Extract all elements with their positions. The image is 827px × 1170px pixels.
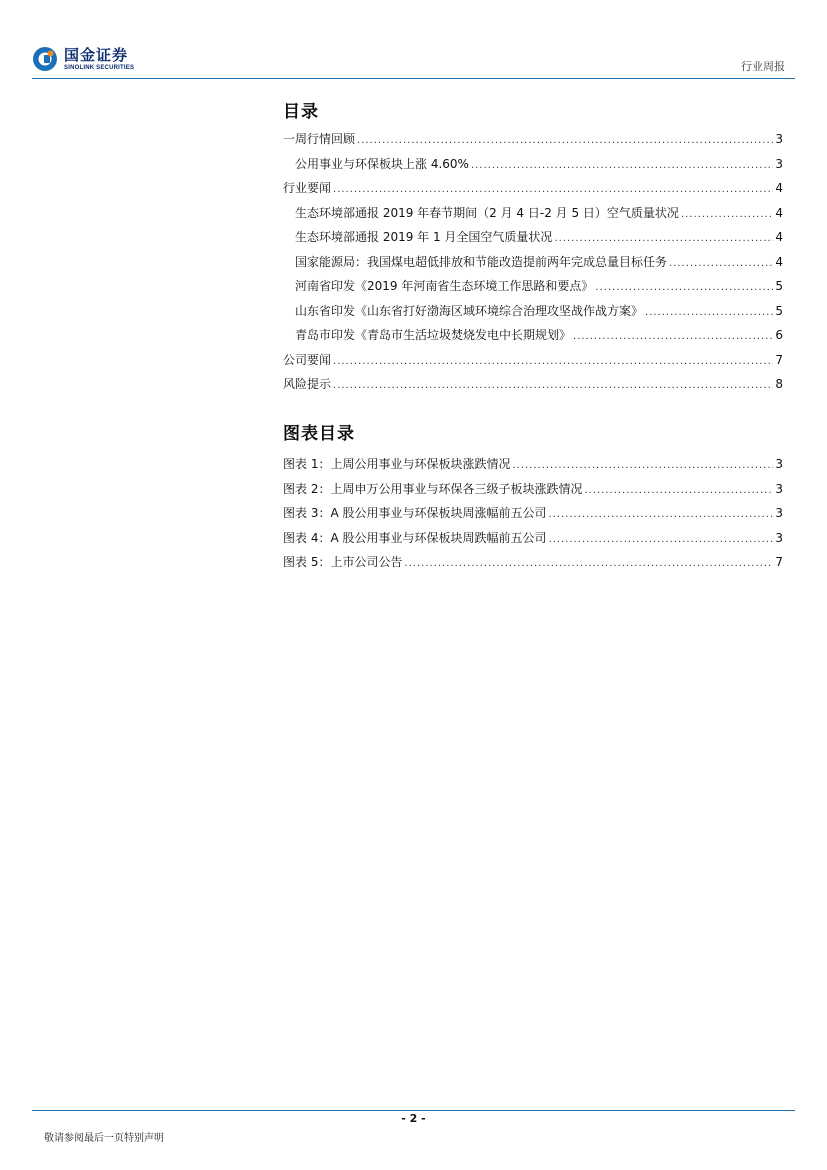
toc-entry-label: 青岛市印发《青岛市生活垃圾焚烧发电中长期规划》: [295, 328, 572, 342]
figure-entry-label: 图表 1：上周公用事业与环保板块涨跌情况: [283, 457, 511, 471]
page-header: [0, 0, 827, 82]
dot-leader: [333, 350, 773, 375]
toc-entry-label: 公司要闻: [283, 352, 332, 367]
toc-entry-page: 4: [775, 181, 783, 195]
figure-list-title: 图表目录: [283, 424, 355, 444]
toc-entry-page: 6: [775, 328, 783, 342]
figure-list-items: [283, 452, 783, 575]
dot-leader: [573, 325, 773, 350]
table-of-contents: [283, 101, 783, 397]
toc-entry[interactable]: [283, 323, 783, 348]
dot-leader: [669, 252, 773, 277]
dot-leader: [512, 454, 773, 479]
dot-leader: [548, 503, 773, 528]
dot-leader: [333, 374, 773, 399]
disclaimer-note: 敬请参阅最后一页特别声明: [44, 1133, 164, 1144]
figure-entry[interactable]: [283, 550, 783, 575]
toc-entry-label: 行业要闻: [283, 181, 332, 195]
toc-entry-page: 3: [775, 156, 783, 171]
figure-entry-page: 3: [775, 530, 783, 545]
dot-leader: [554, 227, 773, 252]
dot-leader: [681, 203, 773, 228]
toc-entry[interactable]: [283, 348, 783, 373]
toc-list: [283, 127, 783, 397]
figure-entry-page: 3: [775, 481, 783, 496]
figure-entry[interactable]: [283, 477, 783, 502]
company-logo: [32, 46, 134, 72]
figure-entry[interactable]: [283, 501, 783, 526]
toc-entry-page: 4: [775, 230, 783, 244]
figure-entry-label: 图表 4：A 股公用事业与环保板块周跌幅前五公司: [283, 530, 547, 545]
toc-entry-label: 生态环境部通报 2019 年 1 月全国空气质量状况: [295, 230, 553, 244]
toc-entry-label: 一周行情回顾: [283, 132, 356, 146]
figure-entry-label: 图表 3：A 股公用事业与环保板块周涨幅前五公司: [283, 506, 547, 520]
figure-entry-label: 图表 5：上市公司公告: [283, 555, 403, 569]
sinolink-logo-icon: [32, 46, 58, 72]
figure-list: [283, 423, 783, 575]
dot-leader: [333, 178, 773, 203]
logo-chinese-name: 国金证券: [64, 45, 129, 64]
toc-entry-page: 5: [775, 303, 783, 318]
dot-leader: [404, 552, 773, 577]
footer-divider: [32, 1110, 795, 1111]
toc-entry[interactable]: [283, 274, 783, 299]
header-divider: [32, 78, 795, 79]
toc-entry[interactable]: [283, 127, 783, 152]
page-number: - 2 -: [401, 1112, 426, 1125]
toc-entry[interactable]: [283, 201, 783, 226]
dot-leader: [548, 528, 773, 553]
dot-leader: [595, 276, 773, 301]
report-type-label: 行业周报: [741, 60, 785, 73]
toc-entry[interactable]: [283, 176, 783, 201]
dot-leader: [645, 301, 773, 326]
toc-entry-page: 8: [775, 377, 783, 391]
logo-english-name: SINOLINK SECURITIES: [64, 64, 135, 71]
dot-leader: [584, 479, 773, 504]
figure-entry-page: 7: [775, 555, 783, 569]
toc-entry[interactable]: [283, 225, 783, 250]
toc-entry[interactable]: [283, 152, 783, 177]
toc-entry-label: 风险提示: [283, 377, 332, 391]
toc-entry-page: 4: [775, 205, 783, 220]
figure-entry[interactable]: [283, 526, 783, 551]
toc-entry[interactable]: [283, 250, 783, 275]
toc-entry[interactable]: [283, 372, 783, 397]
figure-entry[interactable]: [283, 452, 783, 477]
toc-entry-label: 山东省印发《山东省打好渤海区域环境综合治理攻坚战作战方案》: [295, 303, 644, 318]
toc-entry-page: 3: [775, 132, 783, 146]
toc-entry-label: 生态环境部通报 2019 年春节期间（2 月 4 日-2 月 5 日）空气质量状况: [295, 205, 679, 220]
dot-leader: [471, 154, 773, 179]
dot-leader: [357, 129, 773, 154]
toc-entry-label: 国家能源局：我国煤电超低排放和节能改造提前两年完成总量目标任务: [295, 254, 668, 269]
figure-entry-page: 3: [775, 457, 783, 471]
figure-entry-page: 3: [775, 506, 783, 520]
toc-entry-page: 4: [775, 254, 783, 269]
figure-entry-label: 图表 2：上周申万公用事业与环保各三级子板块涨跌情况: [283, 481, 583, 496]
toc-entry-label: 公用事业与环保板块上涨 4.60%: [295, 156, 469, 171]
toc-entry-page: 5: [775, 279, 783, 293]
toc-title: 目录: [283, 102, 319, 122]
toc-entry-page: 7: [775, 352, 783, 367]
toc-entry[interactable]: [283, 299, 783, 324]
toc-entry-label: 河南省印发《2019 年河南省生态环境工作思路和要点》: [295, 279, 594, 293]
